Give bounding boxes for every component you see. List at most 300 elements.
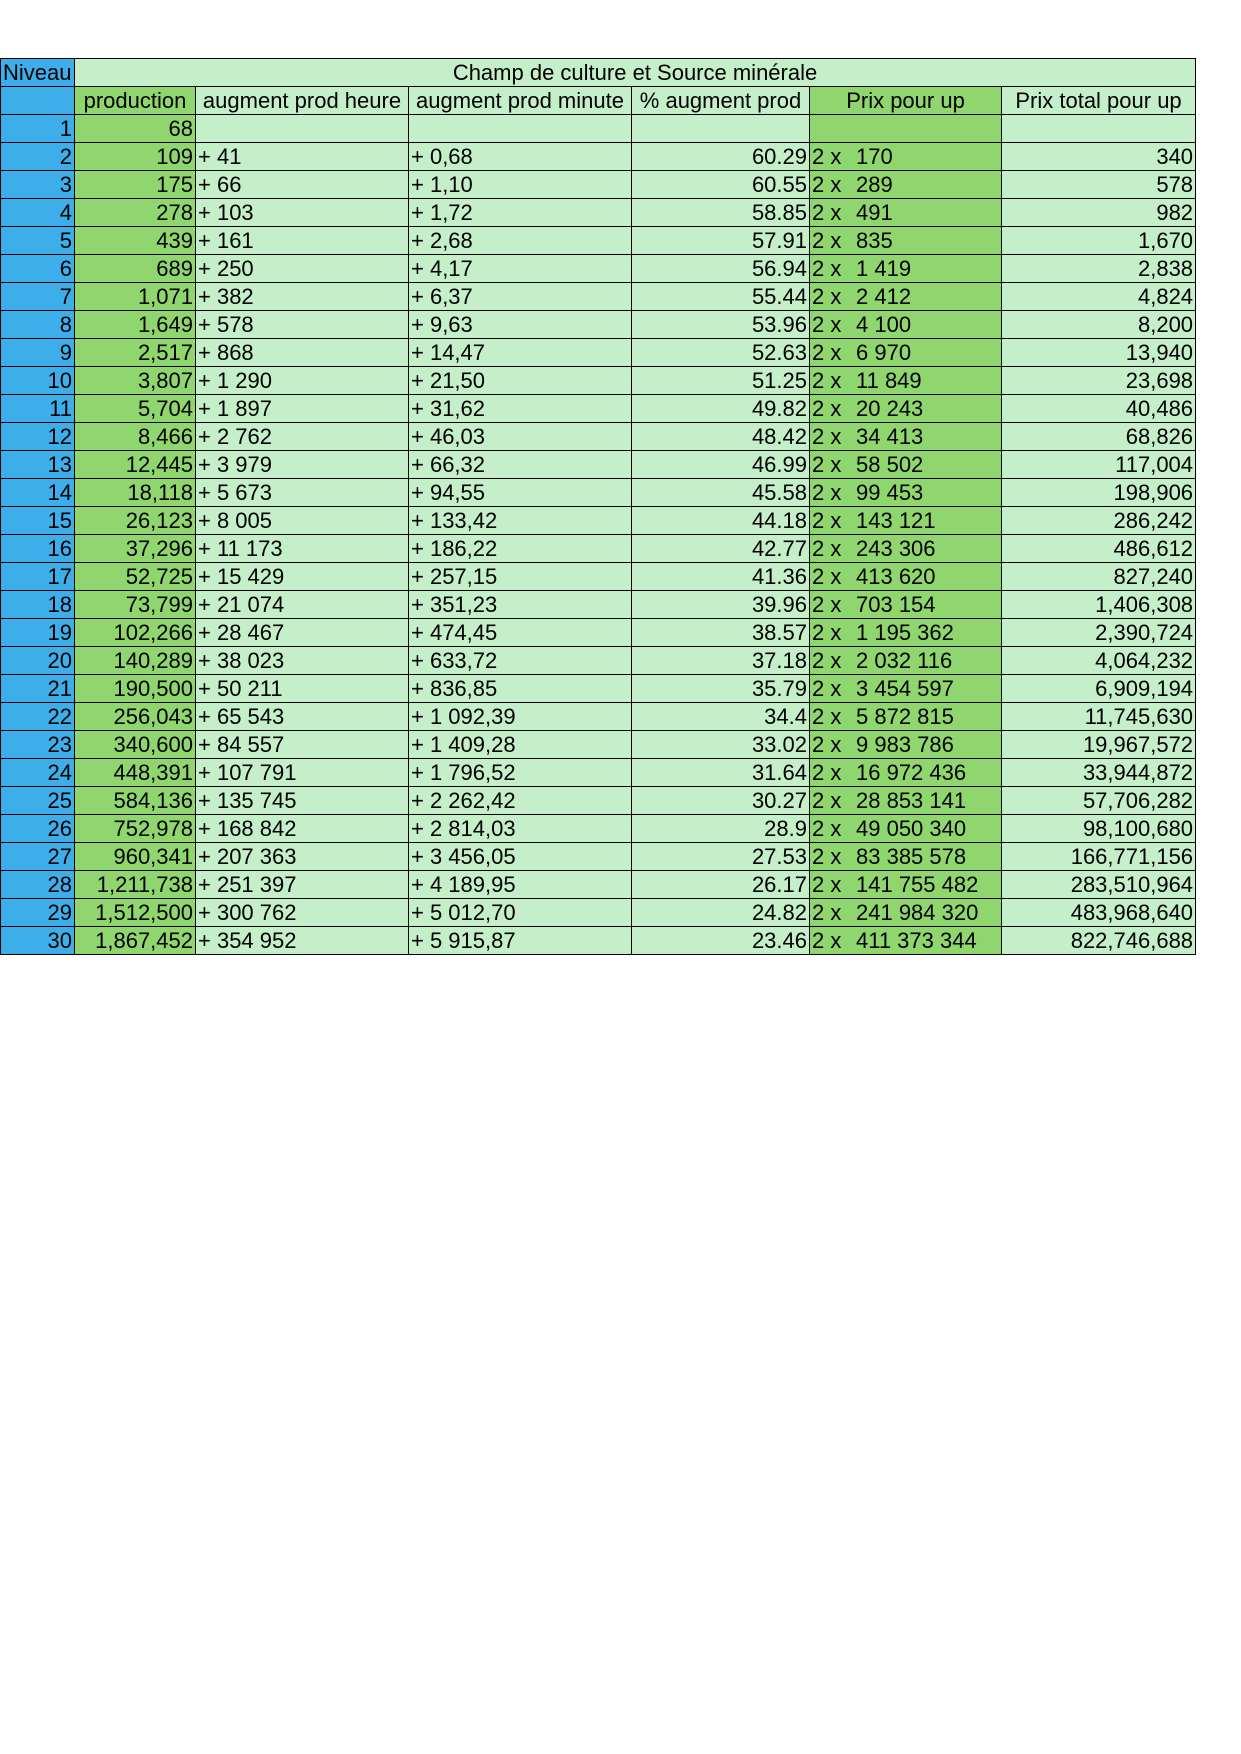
level-cell: 29 — [1, 899, 75, 927]
prix-total-cell: 827,240 — [1002, 563, 1196, 591]
prix-total-cell: 23,698 — [1002, 367, 1196, 395]
level-cell: 22 — [1, 703, 75, 731]
multiplier-text: 2 x — [812, 200, 842, 225]
multiplier-text: 2 x — [812, 788, 842, 813]
production-cell: 439 — [75, 227, 196, 255]
level-cell: 27 — [1, 843, 75, 871]
percent-cell: 52.63 — [632, 339, 810, 367]
augment-heure-cell: + 382 — [196, 283, 409, 311]
augment-minute-cell: + 1,10 — [409, 171, 632, 199]
table-row — [1, 367, 1196, 395]
production-cell: 1,512,500 — [75, 899, 196, 927]
multiplier-text: 2 x — [812, 480, 842, 505]
header-prix-total: Prix total pour up — [1002, 87, 1196, 115]
augment-minute-cell: + 66,32 — [409, 451, 632, 479]
level-cell: 26 — [1, 815, 75, 843]
prix-value: 3 454 597 — [856, 676, 954, 701]
augment-heure-cell: + 300 762 — [196, 899, 409, 927]
level-cell: 19 — [1, 619, 75, 647]
table-row — [1, 675, 1196, 703]
augment-minute-cell: + 257,15 — [409, 563, 632, 591]
prix-cell — [810, 171, 1002, 199]
prix-cell — [810, 563, 1002, 591]
augment-heure-cell: + 28 467 — [196, 619, 409, 647]
augment-minute-cell: + 1 796,52 — [409, 759, 632, 787]
prix-total-cell: 578 — [1002, 171, 1196, 199]
prix-cell — [810, 675, 1002, 703]
prix-value: 411 373 344 — [856, 928, 977, 953]
prix-value: 11 849 — [856, 368, 922, 393]
production-cell: 448,391 — [75, 759, 196, 787]
multiplier-text: 2 x — [812, 452, 842, 477]
percent-cell: 57.91 — [632, 227, 810, 255]
augment-minute-cell: + 1 092,39 — [409, 703, 632, 731]
production-cell: 102,266 — [75, 619, 196, 647]
prix-total-cell: 33,944,872 — [1002, 759, 1196, 787]
table-row — [1, 283, 1196, 311]
prix-total-cell: 486,612 — [1002, 535, 1196, 563]
table-row — [1, 311, 1196, 339]
prix-value: 835 — [856, 228, 893, 253]
title-row — [1, 59, 1196, 87]
prix-total-cell: 340 — [1002, 143, 1196, 171]
level-cell: 16 — [1, 535, 75, 563]
prix-cell — [810, 227, 1002, 255]
level-cell: 17 — [1, 563, 75, 591]
multiplier-text: 2 x — [812, 284, 842, 309]
augment-minute-cell: + 31,62 — [409, 395, 632, 423]
multiplier-text: 2 x — [812, 228, 842, 253]
table-row — [1, 395, 1196, 423]
prix-total-cell: 198,906 — [1002, 479, 1196, 507]
prix-total-cell: 822,746,688 — [1002, 927, 1196, 955]
multiplier-text: 2 x — [812, 704, 842, 729]
upgrade-table — [0, 58, 1196, 955]
augment-heure-cell: + 5 673 — [196, 479, 409, 507]
prix-total-cell: 13,940 — [1002, 339, 1196, 367]
augment-minute-cell: + 5 012,70 — [409, 899, 632, 927]
multiplier-text: 2 x — [812, 340, 842, 365]
augment-minute-cell: + 3 456,05 — [409, 843, 632, 871]
production-cell: 3,807 — [75, 367, 196, 395]
niveau-header: Niveau — [1, 59, 75, 87]
augment-minute-cell: + 9,63 — [409, 311, 632, 339]
production-cell: 26,123 — [75, 507, 196, 535]
augment-heure-cell: + 50 211 — [196, 675, 409, 703]
augment-heure-cell: + 161 — [196, 227, 409, 255]
prix-value: 16 972 436 — [856, 760, 967, 785]
multiplier-text: 2 x — [812, 732, 842, 757]
prix-value: 9 983 786 — [856, 732, 954, 757]
prix-total-cell: 483,968,640 — [1002, 899, 1196, 927]
prix-value: 1 195 362 — [856, 620, 954, 645]
prix-value: 1 419 — [856, 256, 912, 281]
prix-cell — [810, 423, 1002, 451]
prix-total-cell: 982 — [1002, 199, 1196, 227]
header-augment-heure: augment prod heure — [196, 87, 409, 115]
percent-cell — [632, 115, 810, 143]
percent-cell: 27.53 — [632, 843, 810, 871]
level-cell: 21 — [1, 675, 75, 703]
augment-heure-cell — [196, 115, 409, 143]
prix-cell — [810, 787, 1002, 815]
augment-minute-cell: + 94,55 — [409, 479, 632, 507]
prix-cell — [810, 647, 1002, 675]
percent-cell: 58.85 — [632, 199, 810, 227]
prix-cell — [810, 927, 1002, 955]
augment-heure-cell: + 1 290 — [196, 367, 409, 395]
level-cell: 18 — [1, 591, 75, 619]
prix-cell — [810, 339, 1002, 367]
multiplier-text: 2 x — [812, 844, 842, 869]
percent-cell: 39.96 — [632, 591, 810, 619]
table-row — [1, 759, 1196, 787]
production-cell: 689 — [75, 255, 196, 283]
prix-cell — [810, 283, 1002, 311]
prix-value: 34 413 — [856, 424, 924, 449]
augment-minute-cell: + 351,23 — [409, 591, 632, 619]
augment-minute-cell: + 2,68 — [409, 227, 632, 255]
percent-cell: 53.96 — [632, 311, 810, 339]
multiplier-text: 2 x — [812, 368, 842, 393]
table-row — [1, 423, 1196, 451]
prix-total-cell: 40,486 — [1002, 395, 1196, 423]
header-percent: % augment prod — [632, 87, 810, 115]
prix-cell — [810, 115, 1002, 143]
prix-total-cell: 117,004 — [1002, 451, 1196, 479]
prix-value: 413 620 — [856, 564, 936, 589]
augment-heure-cell: + 168 842 — [196, 815, 409, 843]
prix-total-cell: 286,242 — [1002, 507, 1196, 535]
augment-minute-cell: + 474,45 — [409, 619, 632, 647]
multiplier-text: 2 x — [812, 396, 842, 421]
prix-value: 20 243 — [856, 396, 924, 421]
production-cell: 1,867,452 — [75, 927, 196, 955]
level-cell: 13 — [1, 451, 75, 479]
table-row — [1, 815, 1196, 843]
table-row — [1, 255, 1196, 283]
augment-heure-cell: + 65 543 — [196, 703, 409, 731]
header-row — [1, 87, 1196, 115]
level-cell: 15 — [1, 507, 75, 535]
augment-minute-cell: + 133,42 — [409, 507, 632, 535]
prix-total-cell: 2,390,724 — [1002, 619, 1196, 647]
table-row — [1, 703, 1196, 731]
percent-cell: 38.57 — [632, 619, 810, 647]
augment-heure-cell: + 578 — [196, 311, 409, 339]
prix-cell — [810, 815, 1002, 843]
prix-total-cell: 98,100,680 — [1002, 815, 1196, 843]
percent-cell: 33.02 — [632, 731, 810, 759]
prix-value: 5 872 815 — [856, 704, 954, 729]
prix-value: 289 — [856, 172, 893, 197]
table-row — [1, 871, 1196, 899]
production-cell: 140,289 — [75, 647, 196, 675]
level-cell: 1 — [1, 115, 75, 143]
prix-cell — [810, 871, 1002, 899]
percent-cell: 44.18 — [632, 507, 810, 535]
table-row — [1, 591, 1196, 619]
augment-heure-cell: + 251 397 — [196, 871, 409, 899]
table-row — [1, 843, 1196, 871]
augment-heure-cell: + 8 005 — [196, 507, 409, 535]
prix-total-cell: 4,064,232 — [1002, 647, 1196, 675]
table-row — [1, 899, 1196, 927]
prix-total-cell: 283,510,964 — [1002, 871, 1196, 899]
augment-heure-cell: + 354 952 — [196, 927, 409, 955]
level-cell: 20 — [1, 647, 75, 675]
prix-cell — [810, 143, 1002, 171]
table-row — [1, 507, 1196, 535]
augment-minute-cell: + 186,22 — [409, 535, 632, 563]
prix-total-cell: 57,706,282 — [1002, 787, 1196, 815]
production-cell: 278 — [75, 199, 196, 227]
multiplier-text: 2 x — [812, 592, 842, 617]
level-cell: 28 — [1, 871, 75, 899]
prix-value: 49 050 340 — [856, 816, 967, 841]
percent-cell: 34.4 — [632, 703, 810, 731]
prix-total-cell: 8,200 — [1002, 311, 1196, 339]
augment-heure-cell: + 15 429 — [196, 563, 409, 591]
augment-minute-cell: + 633,72 — [409, 647, 632, 675]
table-row — [1, 227, 1196, 255]
prix-value: 243 306 — [856, 536, 936, 561]
prix-value: 2 032 116 — [856, 648, 953, 673]
table-row — [1, 339, 1196, 367]
multiplier-text: 2 x — [812, 900, 842, 925]
augment-minute-cell: + 4,17 — [409, 255, 632, 283]
prix-cell — [810, 899, 1002, 927]
percent-cell: 55.44 — [632, 283, 810, 311]
multiplier-text: 2 x — [812, 648, 842, 673]
prix-cell — [810, 591, 1002, 619]
prix-cell — [810, 703, 1002, 731]
prix-total-cell: 4,824 — [1002, 283, 1196, 311]
prix-cell — [810, 619, 1002, 647]
augment-minute-cell: + 4 189,95 — [409, 871, 632, 899]
prix-value: 170 — [856, 144, 893, 169]
table-row — [1, 731, 1196, 759]
level-cell: 23 — [1, 731, 75, 759]
prix-cell — [810, 731, 1002, 759]
production-cell: 584,136 — [75, 787, 196, 815]
percent-cell: 46.99 — [632, 451, 810, 479]
prix-total-cell — [1002, 115, 1196, 143]
augment-heure-cell: + 1 897 — [196, 395, 409, 423]
augment-minute-cell: + 2 262,42 — [409, 787, 632, 815]
level-cell: 12 — [1, 423, 75, 451]
percent-cell: 45.58 — [632, 479, 810, 507]
percent-cell: 42.77 — [632, 535, 810, 563]
level-cell: 2 — [1, 143, 75, 171]
prix-total-cell: 2,838 — [1002, 255, 1196, 283]
multiplier-text: 2 x — [812, 424, 842, 449]
production-cell: 190,500 — [75, 675, 196, 703]
level-cell: 6 — [1, 255, 75, 283]
multiplier-text: 2 x — [812, 144, 842, 169]
prix-value: 241 984 320 — [856, 900, 979, 925]
percent-cell: 60.55 — [632, 171, 810, 199]
production-cell: 37,296 — [75, 535, 196, 563]
production-cell: 8,466 — [75, 423, 196, 451]
augment-heure-cell: + 3 979 — [196, 451, 409, 479]
multiplier-text: 2 x — [812, 872, 842, 897]
augment-minute-cell: + 2 814,03 — [409, 815, 632, 843]
multiplier-text: 2 x — [812, 312, 842, 337]
prix-cell — [810, 759, 1002, 787]
level-cell: 4 — [1, 199, 75, 227]
augment-minute-cell: + 0,68 — [409, 143, 632, 171]
prix-cell — [810, 311, 1002, 339]
level-cell: 24 — [1, 759, 75, 787]
production-cell: 752,978 — [75, 815, 196, 843]
table-row — [1, 927, 1196, 955]
prix-value: 491 — [856, 200, 893, 225]
multiplier-text: 2 x — [812, 508, 842, 533]
augment-heure-cell: + 2 762 — [196, 423, 409, 451]
prix-total-cell: 1,406,308 — [1002, 591, 1196, 619]
level-cell: 30 — [1, 927, 75, 955]
percent-cell: 51.25 — [632, 367, 810, 395]
augment-heure-cell: + 41 — [196, 143, 409, 171]
production-cell: 5,704 — [75, 395, 196, 423]
augment-heure-cell: + 11 173 — [196, 535, 409, 563]
production-cell: 2,517 — [75, 339, 196, 367]
production-cell: 1,211,738 — [75, 871, 196, 899]
augment-heure-cell: + 107 791 — [196, 759, 409, 787]
multiplier-text: 2 x — [812, 760, 842, 785]
prix-value: 58 502 — [856, 452, 924, 477]
table-row — [1, 619, 1196, 647]
augment-minute-cell: + 5 915,87 — [409, 927, 632, 955]
percent-cell: 48.42 — [632, 423, 810, 451]
prix-value: 703 154 — [856, 592, 936, 617]
production-cell: 256,043 — [75, 703, 196, 731]
prix-value: 99 453 — [856, 480, 924, 505]
prix-cell — [810, 479, 1002, 507]
table-row — [1, 171, 1196, 199]
percent-cell: 24.82 — [632, 899, 810, 927]
table-row — [1, 143, 1196, 171]
prix-cell — [810, 255, 1002, 283]
prix-value: 83 385 578 — [856, 844, 967, 869]
augment-heure-cell: + 250 — [196, 255, 409, 283]
level-cell: 9 — [1, 339, 75, 367]
augment-heure-cell: + 38 023 — [196, 647, 409, 675]
prix-value: 6 970 — [856, 340, 912, 365]
augment-minute-cell: + 6,37 — [409, 283, 632, 311]
multiplier-text: 2 x — [812, 620, 842, 645]
multiplier-text: 2 x — [812, 816, 842, 841]
prix-cell — [810, 395, 1002, 423]
production-cell: 1,649 — [75, 311, 196, 339]
augment-minute-cell — [409, 115, 632, 143]
prix-cell — [810, 451, 1002, 479]
prix-total-cell: 6,909,194 — [1002, 675, 1196, 703]
sheet-title: Champ de culture et Source minérale — [75, 59, 1196, 87]
augment-minute-cell: + 1,72 — [409, 199, 632, 227]
level-cell: 11 — [1, 395, 75, 423]
percent-cell: 28.9 — [632, 815, 810, 843]
table-row — [1, 479, 1196, 507]
prix-value: 28 853 141 — [856, 788, 967, 813]
prix-cell — [810, 507, 1002, 535]
header-prix: Prix pour up — [810, 87, 1002, 115]
percent-cell: 60.29 — [632, 143, 810, 171]
multiplier-text: 2 x — [812, 256, 842, 281]
production-cell: 960,341 — [75, 843, 196, 871]
prix-total-cell: 1,670 — [1002, 227, 1196, 255]
augment-minute-cell: + 46,03 — [409, 423, 632, 451]
table-row — [1, 199, 1196, 227]
augment-heure-cell: + 207 363 — [196, 843, 409, 871]
prix-cell — [810, 367, 1002, 395]
table-row — [1, 115, 1196, 143]
prix-value: 2 412 — [856, 284, 912, 309]
multiplier-text: 2 x — [812, 676, 842, 701]
percent-cell: 37.18 — [632, 647, 810, 675]
prix-total-cell: 19,967,572 — [1002, 731, 1196, 759]
multiplier-text: 2 x — [812, 536, 842, 561]
level-cell: 25 — [1, 787, 75, 815]
production-cell: 52,725 — [75, 563, 196, 591]
augment-minute-cell: + 1 409,28 — [409, 731, 632, 759]
production-cell: 12,445 — [75, 451, 196, 479]
level-cell: 10 — [1, 367, 75, 395]
multiplier-text: 2 x — [812, 172, 842, 197]
niveau-header-blank — [1, 87, 75, 115]
level-cell: 14 — [1, 479, 75, 507]
augment-minute-cell: + 14,47 — [409, 339, 632, 367]
table-row — [1, 535, 1196, 563]
augment-heure-cell: + 66 — [196, 171, 409, 199]
prix-cell — [810, 199, 1002, 227]
production-cell: 1,071 — [75, 283, 196, 311]
percent-cell: 56.94 — [632, 255, 810, 283]
percent-cell: 26.17 — [632, 871, 810, 899]
level-cell: 7 — [1, 283, 75, 311]
level-cell: 5 — [1, 227, 75, 255]
augment-heure-cell: + 868 — [196, 339, 409, 367]
production-cell: 68 — [75, 115, 196, 143]
augment-heure-cell: + 135 745 — [196, 787, 409, 815]
percent-cell: 31.64 — [632, 759, 810, 787]
prix-total-cell: 166,771,156 — [1002, 843, 1196, 871]
percent-cell: 41.36 — [632, 563, 810, 591]
augment-heure-cell: + 84 557 — [196, 731, 409, 759]
prix-value: 143 121 — [856, 508, 936, 533]
percent-cell: 49.82 — [632, 395, 810, 423]
production-cell: 175 — [75, 171, 196, 199]
table-row — [1, 451, 1196, 479]
production-cell: 109 — [75, 143, 196, 171]
production-cell: 73,799 — [75, 591, 196, 619]
header-augment-minute: augment prod minute — [409, 87, 632, 115]
table-row — [1, 563, 1196, 591]
production-cell: 18,118 — [75, 479, 196, 507]
prix-value: 4 100 — [856, 312, 912, 337]
percent-cell: 23.46 — [632, 927, 810, 955]
header-production: production — [75, 87, 196, 115]
prix-value: 141 755 482 — [856, 872, 979, 897]
augment-heure-cell: + 21 074 — [196, 591, 409, 619]
prix-total-cell: 11,745,630 — [1002, 703, 1196, 731]
level-cell: 3 — [1, 171, 75, 199]
percent-cell: 35.79 — [632, 675, 810, 703]
multiplier-text: 2 x — [812, 928, 842, 953]
production-cell: 340,600 — [75, 731, 196, 759]
table-row — [1, 647, 1196, 675]
